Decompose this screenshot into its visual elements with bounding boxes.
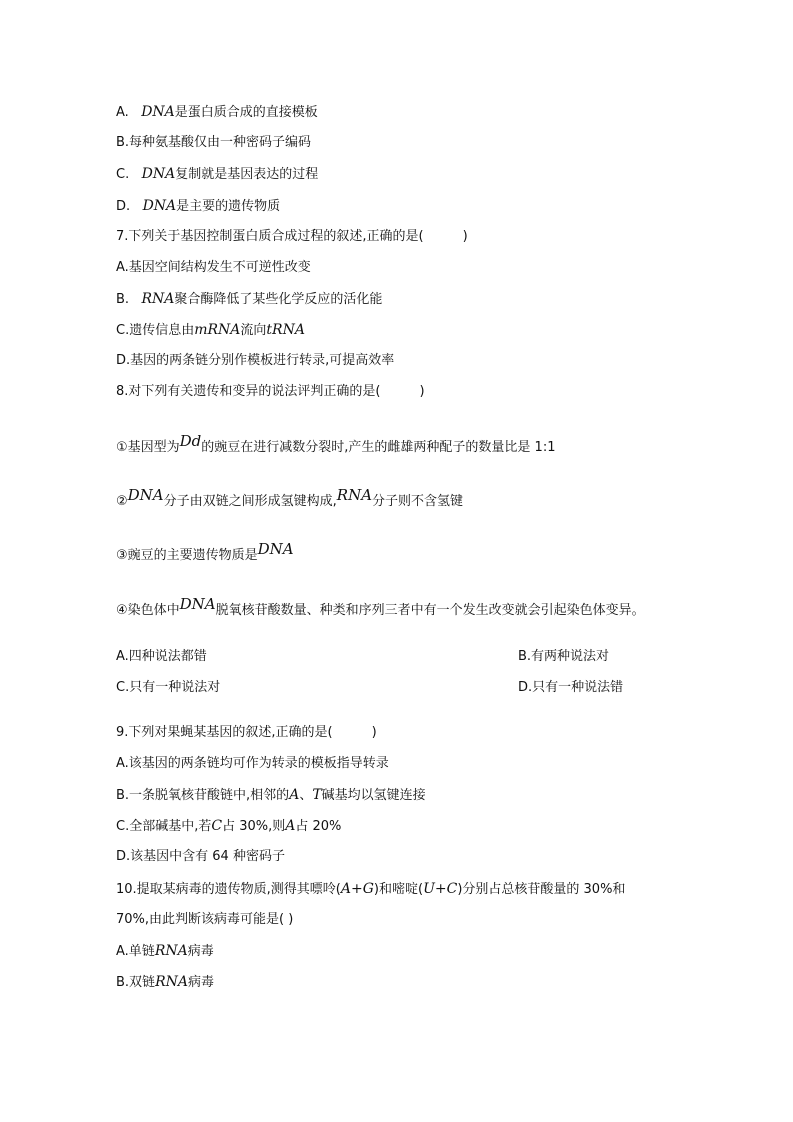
q9-option-c-mid: 占 30%,则	[222, 819, 286, 834]
q7-option-b-label: B.	[116, 292, 130, 307]
q9-option-c-math2: A	[285, 818, 296, 834]
q9-option-a	[116, 755, 389, 773]
q7-option-c-math1: mRNA	[194, 322, 241, 338]
q6-option-c	[116, 165, 318, 184]
q8-statement-4-text: 脱氧核苷酸数量、种类和序列三者中有一个发生改变就会引起染色体变异。	[215, 603, 645, 618]
q9-option-b	[116, 786, 426, 805]
q8-statement-1	[116, 432, 556, 457]
q8-statement-3-math: DNA	[257, 540, 294, 558]
q8-statement-2-mid: 分子由双链之间形成氢键构成,	[163, 494, 337, 509]
q10-option-b-prefix: B.双链	[116, 975, 156, 990]
q7-option-c-math2: tRNA	[266, 322, 305, 338]
q8-statement-4-math: DNA	[179, 595, 216, 613]
q7-option-c-mid: 流向	[240, 323, 267, 338]
q8-option-c	[116, 679, 220, 697]
q8-option-c-text: C.只有一种说法对	[116, 680, 221, 695]
q8-option-d-text: D.只有一种说法错	[518, 680, 624, 695]
q8-statement-1-text: 的豌豆在进行减数分裂时,产生的雌雄两种配子的数量比是 1:1	[201, 440, 556, 455]
q7-option-d	[116, 352, 394, 370]
q6-option-a-math: DNA	[141, 104, 175, 120]
q9-option-b-mid: 、	[299, 788, 313, 803]
q10-stem-part-a: 10.提取某病毒的遗传物质,测得其嘌呤(	[116, 882, 341, 897]
q7-stem-text: 7.下列关于基因控制蛋白质合成过程的叙述,正确的是( )	[116, 229, 468, 244]
q6-option-d	[116, 197, 280, 216]
q8-option-b	[518, 648, 609, 666]
q9-option-c-math1: C	[211, 818, 223, 834]
q9-option-b-math2: T	[312, 787, 322, 803]
q6-option-d-math: DNA	[142, 198, 177, 214]
q9-option-c	[116, 817, 341, 836]
q8-statement-3	[116, 540, 294, 565]
q10-stem-math1: A+G	[340, 881, 374, 897]
q7-option-d-text: D.基因的两条链分别作模板进行转录,可提高效率	[116, 353, 395, 368]
q6-option-a-label: A.	[116, 105, 129, 120]
q7-option-b-text: 聚合酶降低了某些化学反应的活化能	[174, 292, 383, 307]
q8-option-a	[116, 648, 207, 666]
q9-option-c-prefix: C.全部碱基中,若	[116, 819, 212, 834]
q10-option-b	[116, 973, 214, 992]
q7-option-b	[116, 290, 382, 309]
q10-option-b-text: 病毒	[187, 975, 214, 990]
q10-stem-part-b: )和嘧啶(	[373, 882, 424, 897]
q6-option-d-text: 是主要的遗传物质	[176, 199, 281, 214]
q9-option-b-math1: A	[289, 787, 300, 803]
q10-option-a	[116, 942, 214, 961]
q7-option-b-math: RNA	[141, 291, 175, 307]
q7-stem	[116, 228, 468, 246]
q8-statement-4-prefix: ④染色体中	[116, 603, 180, 618]
q8-option-a-text: A.四种说法都错	[116, 649, 207, 664]
q8-option-d	[518, 679, 623, 697]
q7-option-c	[116, 321, 305, 340]
q6-option-c-math: DNA	[141, 166, 176, 182]
q8-statement-2-text: 分子则不含氢键	[372, 494, 464, 509]
q8-statement-2	[116, 486, 464, 511]
q8-stem-text: 8.对下列有关遗传和变异的说法评判正确的是( )	[116, 384, 425, 399]
q9-option-c-text: 占 20%	[295, 819, 342, 834]
q10-option-a-text: 病毒	[187, 944, 214, 959]
q10-stem-line2-text: 70%,由此判断该病毒可能是( )	[116, 912, 294, 927]
q7-option-a-text: A.基因空间结构发生不可逆性改变	[116, 260, 311, 275]
q10-stem	[116, 880, 625, 899]
q10-option-a-math: RNA	[154, 943, 188, 959]
q10-stem-math2: U+C	[423, 881, 458, 897]
q9-option-d	[116, 848, 285, 866]
q10-stem-line2	[116, 911, 293, 929]
q9-option-b-text: 碱基均以氢键连接	[321, 788, 426, 803]
q6-option-a	[116, 103, 318, 122]
q9-option-b-prefix: B.一条脱氧核苷酸链中,相邻的	[116, 788, 290, 803]
q8-option-b-text: B.有两种说法对	[518, 649, 610, 664]
q8-statement-4	[116, 595, 645, 620]
q8-statement-2-math1: DNA	[127, 486, 164, 504]
q6-option-a-text: 是蛋白质合成的直接模板	[174, 105, 318, 120]
q8-statement-2-math2: RNA	[336, 486, 373, 504]
q6-option-c-text: 复制就是基因表达的过程	[175, 167, 319, 182]
q8-statement-1-prefix: ①基因型为	[116, 440, 180, 455]
q9-stem	[116, 724, 377, 742]
q7-option-a	[116, 259, 311, 277]
q7-option-c-label: C.遗传信息由	[116, 323, 195, 338]
q8-stem	[116, 383, 425, 401]
q10-stem-part-c: )分别占总核苷酸量的 30%和	[457, 882, 626, 897]
q10-option-b-math: RNA	[155, 974, 188, 990]
q6-option-c-label: C.	[116, 167, 130, 182]
q6-option-b-text: B.每种氨基酸仅由一种密码子编码	[116, 135, 312, 150]
q8-statement-2-prefix: ②	[116, 494, 128, 509]
q10-option-a-prefix: A.单链	[116, 944, 155, 959]
q8-statement-3-prefix: ③豌豆的主要遗传物质是	[116, 548, 258, 563]
q9-option-a-text: A.该基因的两条链均可作为转录的模板指导转录	[116, 756, 389, 771]
q8-statement-1-math: Dd	[179, 432, 202, 450]
q6-option-b	[116, 134, 311, 152]
q6-option-d-label: D.	[116, 199, 131, 214]
q9-stem-text: 9.下列对果蝇某基因的叙述,正确的是( )	[116, 725, 377, 740]
q9-option-d-text: D.该基因中含有 64 种密码子	[116, 849, 285, 864]
